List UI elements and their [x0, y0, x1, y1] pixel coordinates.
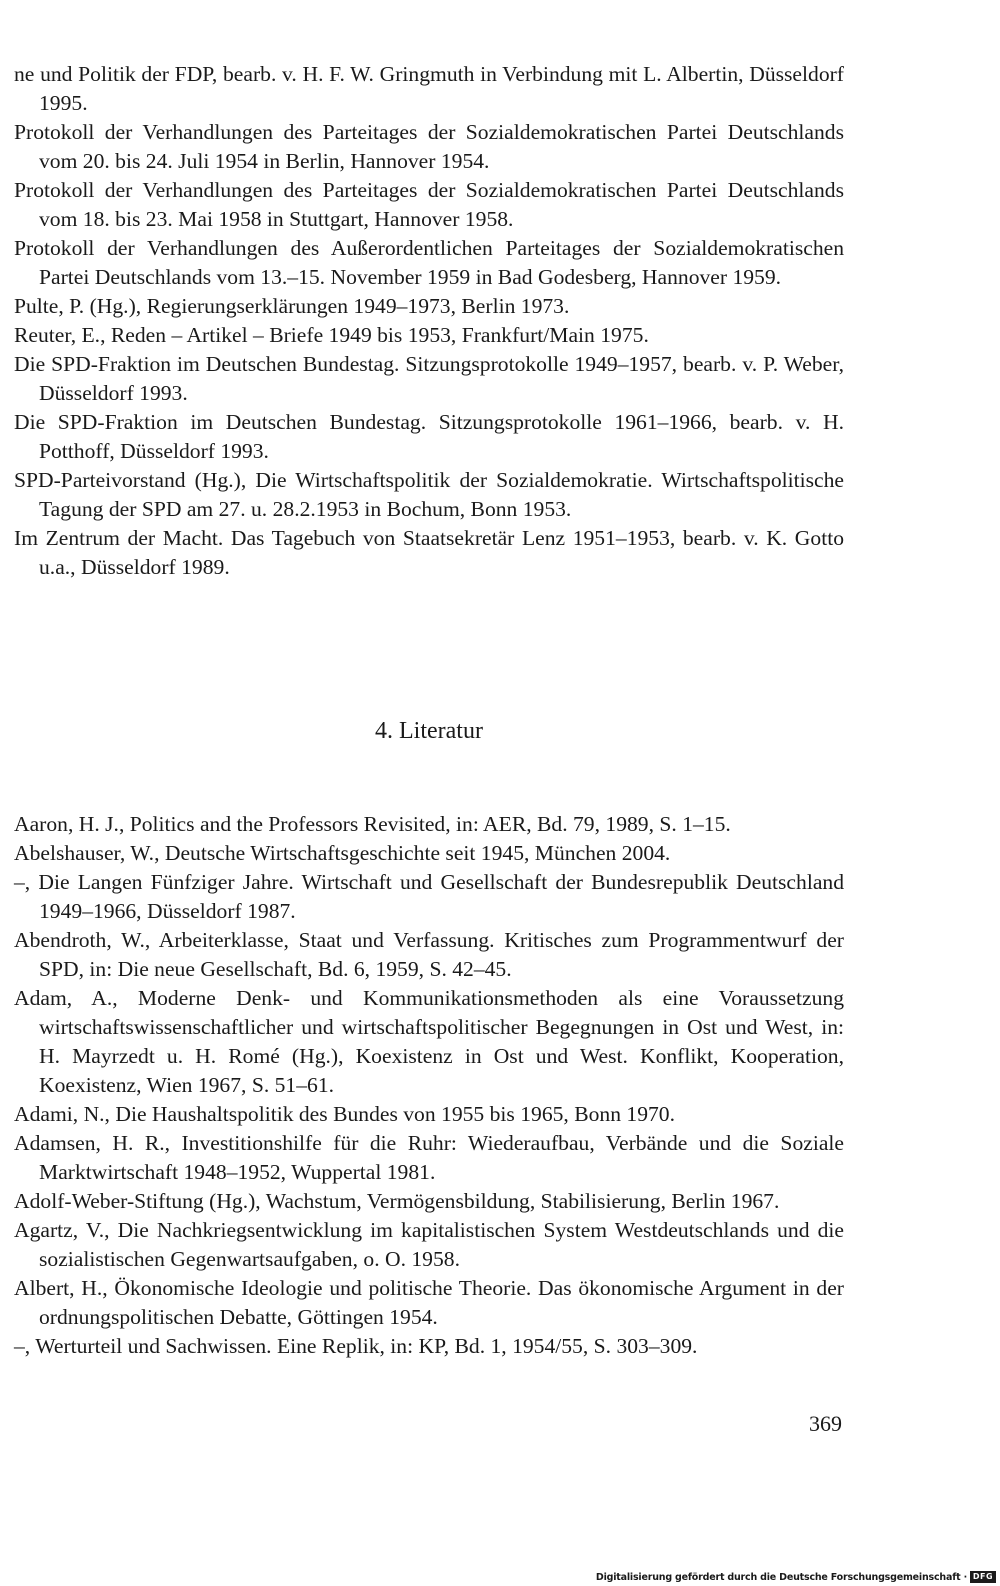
bibliography-entry: Im Zentrum der Macht. Das Tagebuch von Staatsekretär Lenz 1951–1953, bearb. v. K. Gotto u.a., Düsseldorf 1989.	[14, 526, 844, 579]
section-heading: 4. Literatur	[375, 718, 483, 744]
bibliography-entry: –, Werturteil und Sachwissen. Eine Replik, in: KP, Bd. 1, 1954/55, S. 303–309.	[14, 1334, 698, 1358]
bibliography-entry: Die SPD-Fraktion im Deutschen Bundestag. Sitzungsprotokolle 1961–1966, bearb. v. H. Potthoff, Düsseldorf 1993.	[14, 410, 844, 463]
bibliography-entry: Adami, N., Die Haushaltspolitik des Bundes von 1955 bis 1965, Bonn 1970.	[14, 1102, 675, 1126]
bibliography-entry: Adamsen, H. R., Investitionshilfe für die Ruhr: Wiederaufbau, Verbände und die Soziale Marktwirtschaft 1948–1952, Wuppertal 1981.	[14, 1131, 844, 1184]
footer-text: Digitalisierung gefördert durch die Deutsche Forschungsgemeinschaft ·	[595, 1571, 967, 1583]
bibliography-entry: SPD-Parteivorstand (Hg.), Die Wirtschaftspolitik der Sozialdemokratie. Wirtschaftspolitische Tagung der SPD am 27. u. 28.2.1953 in Bochum, Bonn 1953.	[14, 468, 844, 521]
bibliography-entry: Reuter, E., Reden – Artikel – Briefe 1949 bis 1953, Frankfurt/Main 1975.	[14, 323, 649, 347]
bibliography-entry: Protokoll der Verhandlungen des Außerordentlichen Parteitages der Sozialdemokratischen Partei Deutschlands vom 13.–15. November 1959 in Bad Godesberg, Hannover 1959.	[14, 236, 844, 289]
bibliography-entry: Albert, H., Ökonomische Ideologie und politische Theorie. Das ökonomische Argument in der ordnungspolitischen Debatte, Göttingen 1954.	[14, 1276, 844, 1329]
digitization-footer	[560, 1570, 996, 1584]
dfg-logo-icon: DFG	[970, 1571, 996, 1583]
sources-list	[14, 60, 844, 582]
page-number: 369	[809, 1411, 842, 1436]
bibliography-entry: Protokoll der Verhandlungen des Parteitages der Sozialdemokratischen Partei Deutschlands vom 18. bis 23. Mai 1958 in Stuttgart, Hannover 1958.	[14, 178, 844, 231]
bibliography-entry: Adam, A., Moderne Denk- und Kommunikationsmethoden als eine Voraussetzung wirtschaftswissenschaftlicher und wirtschaftspolitischer Begegnungen in Ost und West, in: H. Mayrzedt u. H. Romé (Hg.), Koexistenz in Ost und West. Konflikt, Kooperation, Koexistenz, Wien 1967, S. 51–61.	[14, 986, 844, 1097]
bibliography-entry: Abendroth, W., Arbeiterklasse, Staat und Verfassung. Kritisches zum Programmentwurf der SPD, in: Die neue Gesellschaft, Bd. 6, 1959, S. 42–45.	[14, 928, 844, 981]
bibliography-entry: Aaron, H. J., Politics and the Professors Revisited, in: AER, Bd. 79, 1989, S. 1–15.	[14, 812, 731, 836]
bibliography-entry: Adolf-Weber-Stiftung (Hg.), Wachstum, Vermögensbildung, Stabilisierung, Berlin 1967.	[14, 1189, 780, 1213]
literature-list	[14, 810, 844, 1361]
bibliography-entry: Agartz, V., Die Nachkriegsentwicklung im kapitalistischen System Westdeutschlands und die sozialistischen Gegenwartsaufgaben, o. O. 1958.	[14, 1218, 844, 1271]
bibliography-entry: Die SPD-Fraktion im Deutschen Bundestag. Sitzungsprotokolle 1949–1957, bearb. v. P. Weber, Düsseldorf 1993.	[14, 352, 844, 405]
bibliography-entry: Protokoll der Verhandlungen des Parteitages der Sozialdemokratischen Partei Deutschlands vom 20. bis 24. Juli 1954 in Berlin, Hannover 1954.	[14, 120, 844, 173]
bibliography-entry: Abelshauser, W., Deutsche Wirtschaftsgeschichte seit 1945, München 2004.	[14, 841, 671, 865]
bibliography-entry: Pulte, P. (Hg.), Regierungserklärungen 1949–1973, Berlin 1973.	[14, 294, 570, 318]
bibliography-entry: –, Die Langen Fünfziger Jahre. Wirtschaft und Gesellschaft der Bundesrepublik Deutschland 1949–1966, Düsseldorf 1987.	[14, 870, 844, 923]
bibliography-entry: ne und Politik der FDP, bearb. v. H. F. W. Gringmuth in Verbindung mit L. Albertin, Düsseldorf 1995.	[14, 62, 844, 115]
